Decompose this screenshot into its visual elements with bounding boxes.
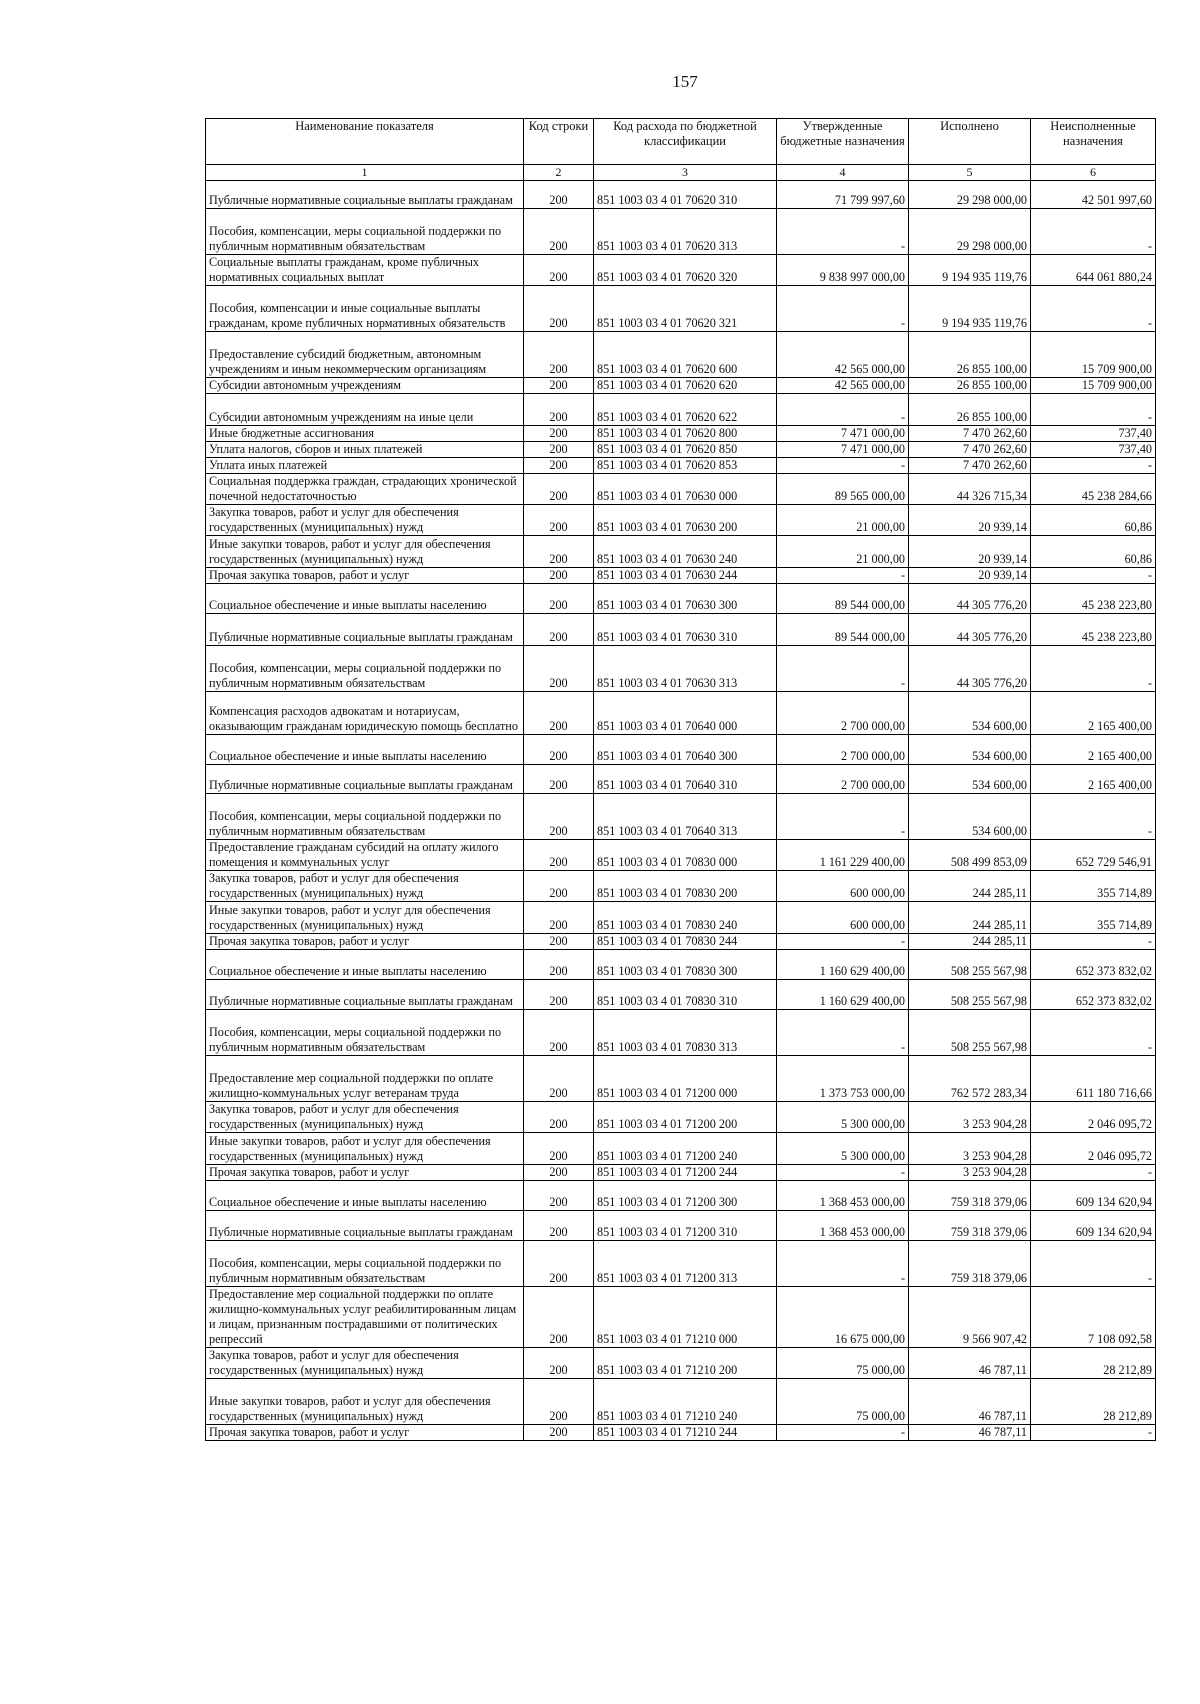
row-unexecuted: - [1031,1165,1156,1181]
table-row [206,1348,1156,1379]
row-unexecuted: - [1031,794,1156,840]
header-approved: Утвержденные бюджетные назначения [777,119,909,165]
table-row [206,980,1156,1010]
header-executed: Исполнено [909,119,1031,165]
table-row [206,692,1156,735]
row-approved: 5 300 000,00 [777,1133,909,1165]
budget-execution-table [205,118,1156,1441]
row-executed: 46 787,11 [909,1348,1031,1379]
row-unexecuted: 45 238 223,80 [1031,614,1156,646]
table-row [206,1425,1156,1441]
row-budget-code: 851 1003 03 4 01 71200 244 [594,1165,777,1181]
row-unexecuted: 652 729 546,91 [1031,840,1156,871]
row-line-code: 200 [524,458,594,474]
row-executed: 759 318 379,06 [909,1181,1031,1211]
row-name: Пособия, компенсации, меры социальной поддержки по публичным нормативным обязательствам [206,1010,524,1056]
table-row [206,1102,1156,1133]
table-row [206,950,1156,980]
row-line-code: 200 [524,1133,594,1165]
header-budget-code: Код расхода по бюджетной классификации [594,119,777,165]
row-name: Пособия, компенсации, меры социальной поддержки по публичным нормативным обязательствам [206,794,524,840]
row-unexecuted: - [1031,1425,1156,1441]
table-row [206,735,1156,765]
row-executed: 534 600,00 [909,735,1031,765]
row-name: Социальное обеспечение и иные выплаты населению [206,735,524,765]
table-row [206,505,1156,536]
row-unexecuted: 355 714,89 [1031,902,1156,934]
row-unexecuted: 609 134 620,94 [1031,1181,1156,1211]
table-row [206,794,1156,840]
row-line-code: 200 [524,332,594,378]
row-name: Уплата налогов, сборов и иных платежей [206,442,524,458]
row-budget-code: 851 1003 03 4 01 70830 244 [594,934,777,950]
header-unexecuted: Неисполненные назначения [1031,119,1156,165]
row-approved: - [777,1010,909,1056]
table-row [206,286,1156,332]
row-approved: 7 471 000,00 [777,426,909,442]
row-line-code: 200 [524,692,594,735]
row-budget-code: 851 1003 03 4 01 70620 850 [594,442,777,458]
header-line-code: Код строки [524,119,594,165]
row-name: Компенсация расходов адвокатам и нотариусам, оказывающим гражданам юридическую помощь бесплатно [206,692,524,735]
row-unexecuted: 2 165 400,00 [1031,765,1156,794]
row-name: Социальное обеспечение и иные выплаты населению [206,584,524,614]
row-unexecuted: - [1031,934,1156,950]
row-budget-code: 851 1003 03 4 01 71200 310 [594,1211,777,1241]
row-executed: 759 318 379,06 [909,1211,1031,1241]
row-approved: 21 000,00 [777,505,909,536]
column-number: 4 [777,165,909,181]
row-approved: 71 799 997,60 [777,181,909,209]
row-budget-code: 851 1003 03 4 01 71200 300 [594,1181,777,1211]
table-row [206,1165,1156,1181]
row-unexecuted: 7 108 092,58 [1031,1287,1156,1348]
table-row [206,536,1156,568]
table-row [206,584,1156,614]
row-unexecuted: 45 238 223,80 [1031,584,1156,614]
row-unexecuted: - [1031,286,1156,332]
row-unexecuted: - [1031,568,1156,584]
row-line-code: 200 [524,1165,594,1181]
row-budget-code: 851 1003 03 4 01 71210 200 [594,1348,777,1379]
row-name: Закупка товаров, работ и услуг для обеспечения государственных (муниципальных) нужд [206,871,524,902]
row-line-code: 200 [524,181,594,209]
row-budget-code: 851 1003 03 4 01 70630 000 [594,474,777,505]
row-approved: - [777,934,909,950]
row-executed: 29 298 000,00 [909,181,1031,209]
row-approved: 9 838 997 000,00 [777,255,909,286]
row-budget-code: 851 1003 03 4 01 70620 800 [594,426,777,442]
row-executed: 20 939,14 [909,536,1031,568]
row-approved: - [777,1425,909,1441]
table-row [206,934,1156,950]
table-row [206,378,1156,394]
table-row [206,332,1156,378]
row-approved: - [777,794,909,840]
row-budget-code: 851 1003 03 4 01 70630 244 [594,568,777,584]
row-approved: 42 565 000,00 [777,378,909,394]
row-approved: 7 471 000,00 [777,442,909,458]
row-budget-code: 851 1003 03 4 01 71210 244 [594,1425,777,1441]
header-name: Наименование показателя [206,119,524,165]
row-budget-code: 851 1003 03 4 01 70620 320 [594,255,777,286]
row-executed: 9 566 907,42 [909,1287,1031,1348]
table-row [206,181,1156,209]
row-name: Субсидии автономным учреждениям на иные цели [206,394,524,426]
row-name: Предоставление мер социальной поддержки по оплате жилищно-коммунальных услуг реабилитированным лицам и лицам, признанным пострадавшими от политических репрессий [206,1287,524,1348]
row-name: Прочая закупка товаров, работ и услуг [206,568,524,584]
row-budget-code: 851 1003 03 4 01 70630 240 [594,536,777,568]
row-line-code: 200 [524,1181,594,1211]
row-budget-code: 851 1003 03 4 01 70620 310 [594,181,777,209]
row-line-code: 200 [524,474,594,505]
row-executed: 9 194 935 119,76 [909,286,1031,332]
row-executed: 46 787,11 [909,1425,1031,1441]
row-unexecuted: 60,86 [1031,536,1156,568]
row-line-code: 200 [524,1010,594,1056]
row-approved: 21 000,00 [777,536,909,568]
row-budget-code: 851 1003 03 4 01 70630 313 [594,646,777,692]
row-budget-code: 851 1003 03 4 01 70630 200 [594,505,777,536]
table-row [206,1056,1156,1102]
row-name: Пособия, компенсации, меры социальной поддержки по публичным нормативным обязательствам [206,209,524,255]
row-approved: 600 000,00 [777,871,909,902]
row-name: Пособия, компенсации и иные социальные выплаты гражданам, кроме публичных нормативных обязательств [206,286,524,332]
row-budget-code: 851 1003 03 4 01 71210 240 [594,1379,777,1425]
row-executed: 26 855 100,00 [909,394,1031,426]
table-row [206,426,1156,442]
row-unexecuted: - [1031,1241,1156,1287]
table-row [206,840,1156,871]
row-unexecuted: 737,40 [1031,442,1156,458]
row-executed: 244 285,11 [909,902,1031,934]
row-approved: - [777,394,909,426]
row-name: Публичные нормативные социальные выплаты гражданам [206,980,524,1010]
row-name: Публичные нормативные социальные выплаты гражданам [206,765,524,794]
row-executed: 3 253 904,28 [909,1102,1031,1133]
table-row [206,255,1156,286]
row-name: Прочая закупка товаров, работ и услуг [206,934,524,950]
row-budget-code: 851 1003 03 4 01 70620 622 [594,394,777,426]
row-approved: - [777,1165,909,1181]
row-budget-code: 851 1003 03 4 01 70830 300 [594,950,777,980]
column-number-row [206,165,1156,181]
column-number: 1 [206,165,524,181]
row-executed: 244 285,11 [909,934,1031,950]
row-unexecuted: 60,86 [1031,505,1156,536]
row-executed: 7 470 262,60 [909,426,1031,442]
row-line-code: 200 [524,871,594,902]
row-budget-code: 851 1003 03 4 01 70620 853 [594,458,777,474]
row-unexecuted: 644 061 880,24 [1031,255,1156,286]
row-unexecuted: 2 046 095,72 [1031,1102,1156,1133]
row-approved: 89 565 000,00 [777,474,909,505]
row-executed: 9 194 935 119,76 [909,255,1031,286]
row-approved: 600 000,00 [777,902,909,934]
table-row [206,1010,1156,1056]
row-executed: 3 253 904,28 [909,1165,1031,1181]
row-unexecuted: 45 238 284,66 [1031,474,1156,505]
row-approved: 1 160 629 400,00 [777,980,909,1010]
row-unexecuted: 28 212,89 [1031,1379,1156,1425]
header-row [206,119,1156,165]
row-name: Иные бюджетные ассигнования [206,426,524,442]
row-line-code: 200 [524,1425,594,1441]
column-number: 2 [524,165,594,181]
row-unexecuted: 15 709 900,00 [1031,332,1156,378]
table-row [206,765,1156,794]
row-approved: 75 000,00 [777,1379,909,1425]
row-budget-code: 851 1003 03 4 01 70830 200 [594,871,777,902]
row-line-code: 200 [524,209,594,255]
row-unexecuted: 609 134 620,94 [1031,1211,1156,1241]
row-name: Иные закупки товаров, работ и услуг для обеспечения государственных (муниципальных) нужд [206,1133,524,1165]
row-executed: 508 255 567,98 [909,1010,1031,1056]
row-line-code: 200 [524,1056,594,1102]
column-number: 3 [594,165,777,181]
row-name: Предоставление гражданам субсидий на оплату жилого помещения и коммунальных услуг [206,840,524,871]
row-line-code: 200 [524,1102,594,1133]
row-line-code: 200 [524,934,594,950]
row-line-code: 200 [524,794,594,840]
row-approved: - [777,209,909,255]
row-line-code: 200 [524,426,594,442]
row-executed: 44 305 776,20 [909,646,1031,692]
row-approved: 1 373 753 000,00 [777,1056,909,1102]
row-executed: 762 572 283,34 [909,1056,1031,1102]
row-name: Прочая закупка товаров, работ и услуг [206,1165,524,1181]
table-row [206,614,1156,646]
row-budget-code: 851 1003 03 4 01 70640 300 [594,735,777,765]
row-unexecuted: 2 165 400,00 [1031,692,1156,735]
row-budget-code: 851 1003 03 4 01 71200 200 [594,1102,777,1133]
row-budget-code: 851 1003 03 4 01 70830 000 [594,840,777,871]
table-row [206,474,1156,505]
row-executed: 508 255 567,98 [909,950,1031,980]
row-line-code: 200 [524,536,594,568]
row-executed: 20 939,14 [909,568,1031,584]
row-name: Иные закупки товаров, работ и услуг для обеспечения государственных (муниципальных) нужд [206,536,524,568]
row-executed: 44 326 715,34 [909,474,1031,505]
row-approved: 89 544 000,00 [777,584,909,614]
row-executed: 534 600,00 [909,765,1031,794]
row-approved: - [777,568,909,584]
row-line-code: 200 [524,646,594,692]
row-executed: 7 470 262,60 [909,458,1031,474]
row-name: Закупка товаров, работ и услуг для обеспечения государственных (муниципальных) нужд [206,1102,524,1133]
row-line-code: 200 [524,765,594,794]
row-budget-code: 851 1003 03 4 01 71200 313 [594,1241,777,1287]
row-line-code: 200 [524,584,594,614]
row-budget-code: 851 1003 03 4 01 70640 310 [594,765,777,794]
row-name: Субсидии автономным учреждениям [206,378,524,394]
row-budget-code: 851 1003 03 4 01 70830 310 [594,980,777,1010]
row-approved: 75 000,00 [777,1348,909,1379]
row-executed: 534 600,00 [909,692,1031,735]
row-line-code: 200 [524,505,594,536]
table-row [206,1181,1156,1211]
row-executed: 7 470 262,60 [909,442,1031,458]
row-name: Публичные нормативные социальные выплаты гражданам [206,181,524,209]
row-approved: - [777,646,909,692]
row-line-code: 200 [524,1287,594,1348]
row-executed: 29 298 000,00 [909,209,1031,255]
row-approved: 2 700 000,00 [777,692,909,735]
row-name: Иные закупки товаров, работ и услуг для обеспечения государственных (муниципальных) нужд [206,1379,524,1425]
row-unexecuted: - [1031,646,1156,692]
row-executed: 46 787,11 [909,1379,1031,1425]
row-line-code: 200 [524,980,594,1010]
row-unexecuted: - [1031,394,1156,426]
row-unexecuted: - [1031,1010,1156,1056]
row-unexecuted: 2 046 095,72 [1031,1133,1156,1165]
row-executed: 3 253 904,28 [909,1133,1031,1165]
row-approved: 1 160 629 400,00 [777,950,909,980]
row-name: Пособия, компенсации, меры социальной поддержки по публичным нормативным обязательствам [206,646,524,692]
row-approved: 5 300 000,00 [777,1102,909,1133]
row-executed: 759 318 379,06 [909,1241,1031,1287]
row-budget-code: 851 1003 03 4 01 71200 000 [594,1056,777,1102]
row-executed: 20 939,14 [909,505,1031,536]
row-line-code: 200 [524,735,594,765]
row-line-code: 200 [524,950,594,980]
row-line-code: 200 [524,1379,594,1425]
table-row [206,209,1156,255]
row-budget-code: 851 1003 03 4 01 70640 313 [594,794,777,840]
row-approved: - [777,286,909,332]
table-row [206,394,1156,426]
row-name: Пособия, компенсации, меры социальной поддержки по публичным нормативным обязательствам [206,1241,524,1287]
row-approved: 42 565 000,00 [777,332,909,378]
row-line-code: 200 [524,255,594,286]
table-row [206,1379,1156,1425]
row-executed: 534 600,00 [909,794,1031,840]
row-name: Социальное обеспечение и иные выплаты населению [206,950,524,980]
row-line-code: 200 [524,1241,594,1287]
row-budget-code: 851 1003 03 4 01 70640 000 [594,692,777,735]
row-unexecuted: 42 501 997,60 [1031,181,1156,209]
row-name: Публичные нормативные социальные выплаты гражданам [206,1211,524,1241]
row-budget-code: 851 1003 03 4 01 70830 240 [594,902,777,934]
table-row [206,1211,1156,1241]
page-number: 157 [672,72,698,91]
row-budget-code: 851 1003 03 4 01 71210 000 [594,1287,777,1348]
row-name: Закупка товаров, работ и услуг для обеспечения государственных (муниципальных) нужд [206,1348,524,1379]
row-line-code: 200 [524,1211,594,1241]
row-line-code: 200 [524,840,594,871]
table-row [206,458,1156,474]
row-line-code: 200 [524,286,594,332]
row-name: Социальная поддержка граждан, страдающих хронической почечной недостаточностью [206,474,524,505]
row-line-code: 200 [524,1348,594,1379]
row-unexecuted: 611 180 716,66 [1031,1056,1156,1102]
row-line-code: 200 [524,394,594,426]
row-approved: 1 368 453 000,00 [777,1211,909,1241]
row-name: Публичные нормативные социальные выплаты гражданам [206,614,524,646]
row-approved: - [777,1241,909,1287]
row-approved: - [777,458,909,474]
row-unexecuted: 652 373 832,02 [1031,980,1156,1010]
table-row [206,1241,1156,1287]
row-approved: 2 700 000,00 [777,735,909,765]
row-executed: 26 855 100,00 [909,332,1031,378]
table-row [206,1133,1156,1165]
table-row [206,1287,1156,1348]
row-executed: 26 855 100,00 [909,378,1031,394]
row-line-code: 200 [524,442,594,458]
row-budget-code: 851 1003 03 4 01 70620 313 [594,209,777,255]
column-number: 5 [909,165,1031,181]
row-approved: 89 544 000,00 [777,614,909,646]
row-executed: 44 305 776,20 [909,614,1031,646]
table-row [206,902,1156,934]
row-unexecuted: 2 165 400,00 [1031,735,1156,765]
row-budget-code: 851 1003 03 4 01 70620 620 [594,378,777,394]
table-row [206,646,1156,692]
row-line-code: 200 [524,614,594,646]
row-unexecuted: 737,40 [1031,426,1156,442]
table-row [206,871,1156,902]
row-budget-code: 851 1003 03 4 01 70620 321 [594,286,777,332]
column-number: 6 [1031,165,1156,181]
row-approved: 1 368 453 000,00 [777,1181,909,1211]
row-line-code: 200 [524,902,594,934]
row-line-code: 200 [524,568,594,584]
row-budget-code: 851 1003 03 4 01 70630 300 [594,584,777,614]
row-unexecuted: 652 373 832,02 [1031,950,1156,980]
row-unexecuted: 15 709 900,00 [1031,378,1156,394]
row-name: Социальное обеспечение и иные выплаты населению [206,1181,524,1211]
row-name: Уплата иных платежей [206,458,524,474]
row-name: Предоставление субсидий бюджетным, автономным учреждениям и иным некоммерческим организациям [206,332,524,378]
row-name: Предоставление мер социальной поддержки по оплате жилищно-коммунальных услуг ветеранам труда [206,1056,524,1102]
row-budget-code: 851 1003 03 4 01 71200 240 [594,1133,777,1165]
row-unexecuted: 28 212,89 [1031,1348,1156,1379]
row-name: Прочая закупка товаров, работ и услуг [206,1425,524,1441]
row-budget-code: 851 1003 03 4 01 70830 313 [594,1010,777,1056]
table-body [206,181,1156,1441]
row-name: Иные закупки товаров, работ и услуг для обеспечения государственных (муниципальных) нужд [206,902,524,934]
row-unexecuted: - [1031,458,1156,474]
row-budget-code: 851 1003 03 4 01 70630 310 [594,614,777,646]
row-budget-code: 851 1003 03 4 01 70620 600 [594,332,777,378]
row-approved: 1 161 229 400,00 [777,840,909,871]
row-unexecuted: 355 714,89 [1031,871,1156,902]
row-line-code: 200 [524,378,594,394]
row-unexecuted: - [1031,209,1156,255]
row-executed: 508 255 567,98 [909,980,1031,1010]
row-name: Социальные выплаты гражданам, кроме публичных нормативных социальных выплат [206,255,524,286]
row-executed: 244 285,11 [909,871,1031,902]
table-row [206,568,1156,584]
row-approved: 2 700 000,00 [777,765,909,794]
row-approved: 16 675 000,00 [777,1287,909,1348]
row-executed: 44 305 776,20 [909,584,1031,614]
row-executed: 508 499 853,09 [909,840,1031,871]
table-row [206,442,1156,458]
row-name: Закупка товаров, работ и услуг для обеспечения государственных (муниципальных) нужд [206,505,524,536]
